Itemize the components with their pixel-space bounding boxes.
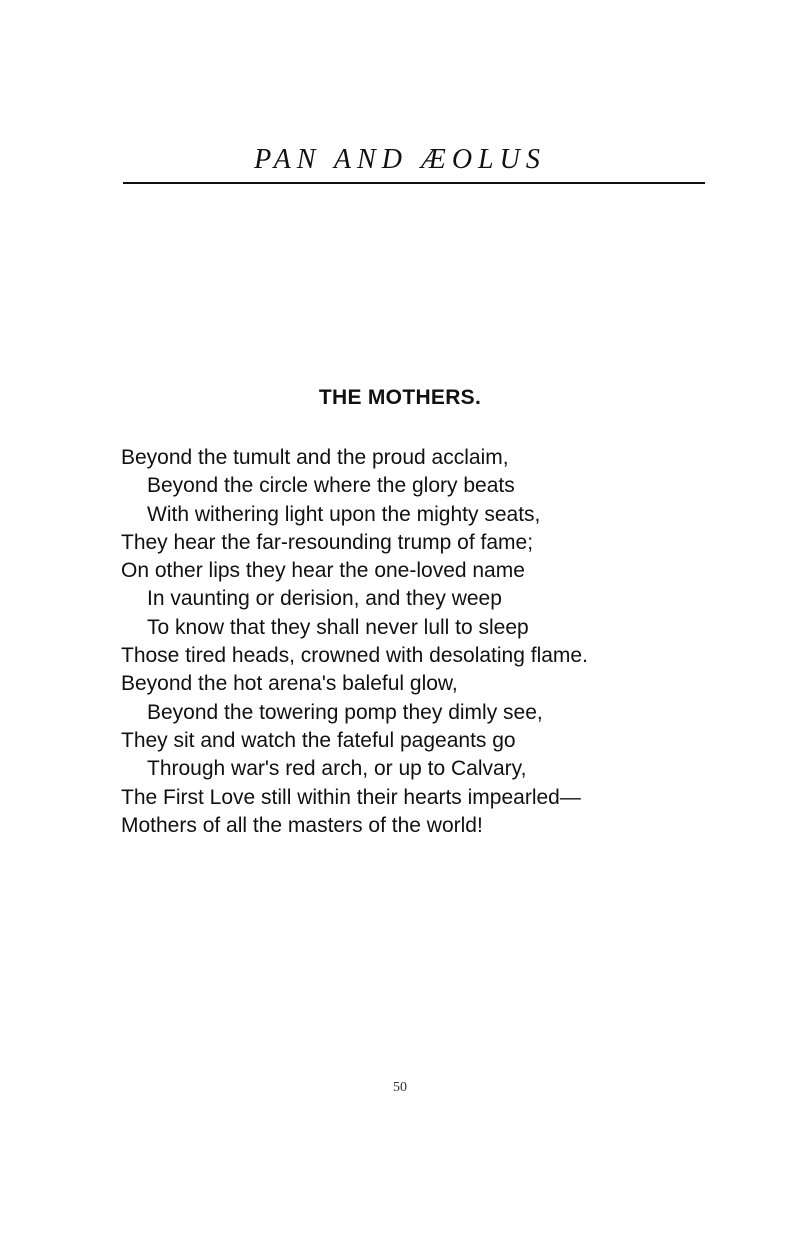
poem-line: Through war's red arch, or up to Calvary, [147,757,527,781]
poem-line: They sit and watch the fateful pageants go [121,728,516,752]
poem-line: On other lips they hear the one-loved name [121,559,525,583]
page-number: 50 [393,1080,407,1095]
poem-line: In vaunting or derision, and they weep [147,587,502,611]
poem-line: Mothers of all the masters of the world! [121,813,483,837]
poem-line: With withering light upon the mighty seats, [147,502,541,526]
poem-line: Beyond the tumult and the proud acclaim, [121,446,509,469]
poem-line: Beyond the hot arena's baleful glow, [121,672,458,696]
poem-line: The First Love still within their hearts impearled— [121,785,581,809]
poem-body [121,444,761,840]
poem-line: Beyond the circle where the glory beats [147,474,515,498]
poem-line: Beyond the towering pomp they dimly see, [147,700,543,724]
poem-line: They hear the far-resounding trump of fame; [121,530,534,554]
poem-line: Those tired heads, crowned with desolating flame. [121,644,588,668]
poem-line: To know that they shall never lull to sleep [147,615,529,639]
poem-title: THE MOTHERS. [318,386,482,409]
header-rule [123,182,705,184]
running-head: PAN AND ÆOLUS [254,144,546,175]
